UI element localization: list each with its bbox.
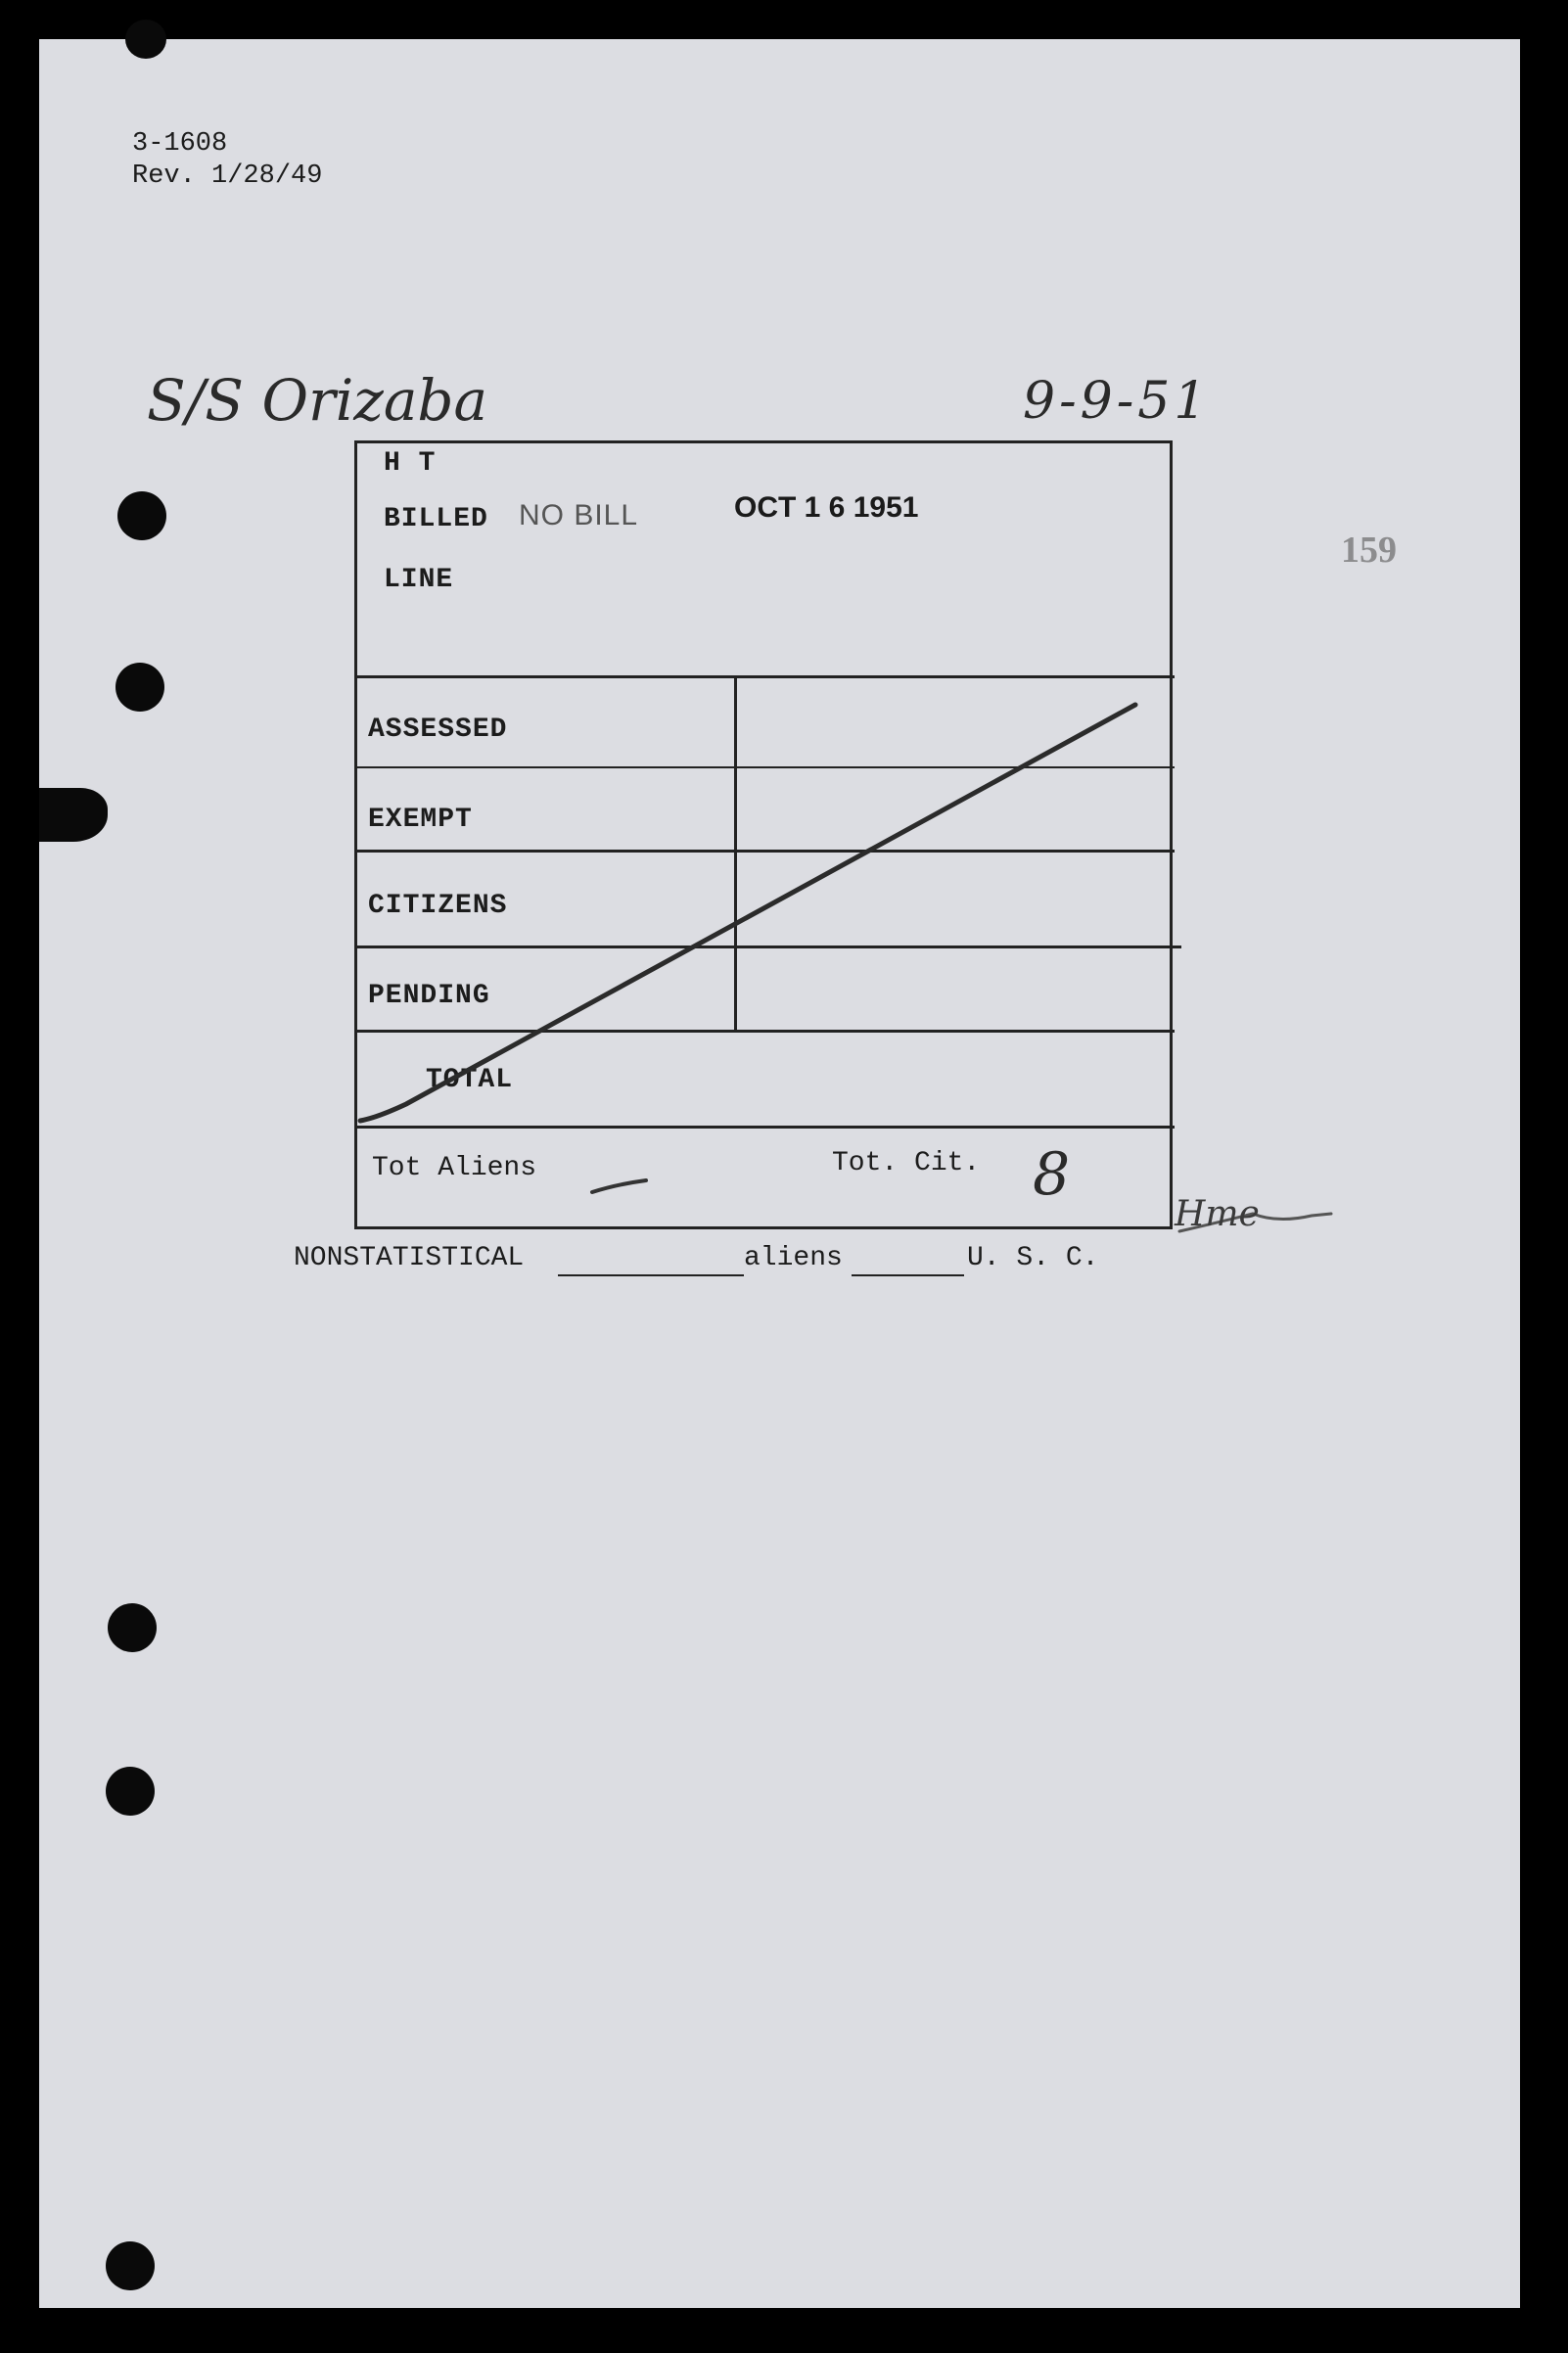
aliens-blank (852, 1274, 964, 1276)
rule-pending (354, 1030, 1175, 1033)
rule-citizens (354, 946, 1181, 948)
aliens-label: aliens (744, 1243, 843, 1273)
usc-label: U. S. C. (967, 1243, 1099, 1273)
box-top (354, 440, 1173, 443)
punch-hole (125, 20, 166, 59)
punch-hole (108, 1603, 157, 1652)
box-left (354, 440, 357, 1228)
nonstatistical-blank (558, 1274, 744, 1276)
ship-name: S/S Orizaba (147, 367, 488, 434)
document-page (39, 39, 1520, 2308)
handwritten-date: 9-9-51 (1023, 372, 1211, 431)
row-exempt-label: EXEMPT (368, 805, 473, 835)
rule-total (354, 1126, 1175, 1129)
initials: Hme (1175, 1194, 1260, 1234)
rule-assessed (354, 766, 1175, 768)
billed-label: BILLED (384, 504, 488, 534)
page-number: 159 (1341, 530, 1397, 571)
nonstatistical-label: NONSTATISTICAL (294, 1243, 525, 1273)
form-number: 3-1608 (132, 129, 228, 159)
total-label: TOTAL (426, 1065, 514, 1095)
ht-label: H T (384, 448, 437, 479)
rule-header (354, 675, 1175, 678)
tot-aliens-label: Tot Aliens (372, 1153, 537, 1183)
form-revision: Rev. 1/28/49 (132, 161, 323, 191)
box-right (1170, 440, 1173, 1228)
column-divider (734, 675, 737, 1030)
punch-hole (117, 491, 166, 540)
row-assessed-label: ASSESSED (368, 715, 508, 745)
line-label: LINE (384, 565, 454, 595)
tot-cit-label: Tot. Cit. (832, 1148, 981, 1178)
no-bill-stamp: NO BILL (519, 499, 639, 531)
torn-edge-mark (39, 788, 108, 842)
row-pending-label: PENDING (368, 981, 490, 1011)
row-citizens-label: CITIZENS (368, 891, 508, 921)
tot-cit-value: 8 (1033, 1140, 1071, 1209)
rule-exempt (354, 850, 1175, 853)
punch-hole (115, 663, 164, 712)
punch-hole (106, 2241, 155, 2290)
box-bottom (354, 1226, 1173, 1229)
punch-hole (106, 1767, 155, 1816)
date-stamp: OCT 1 6 1951 (734, 491, 919, 524)
